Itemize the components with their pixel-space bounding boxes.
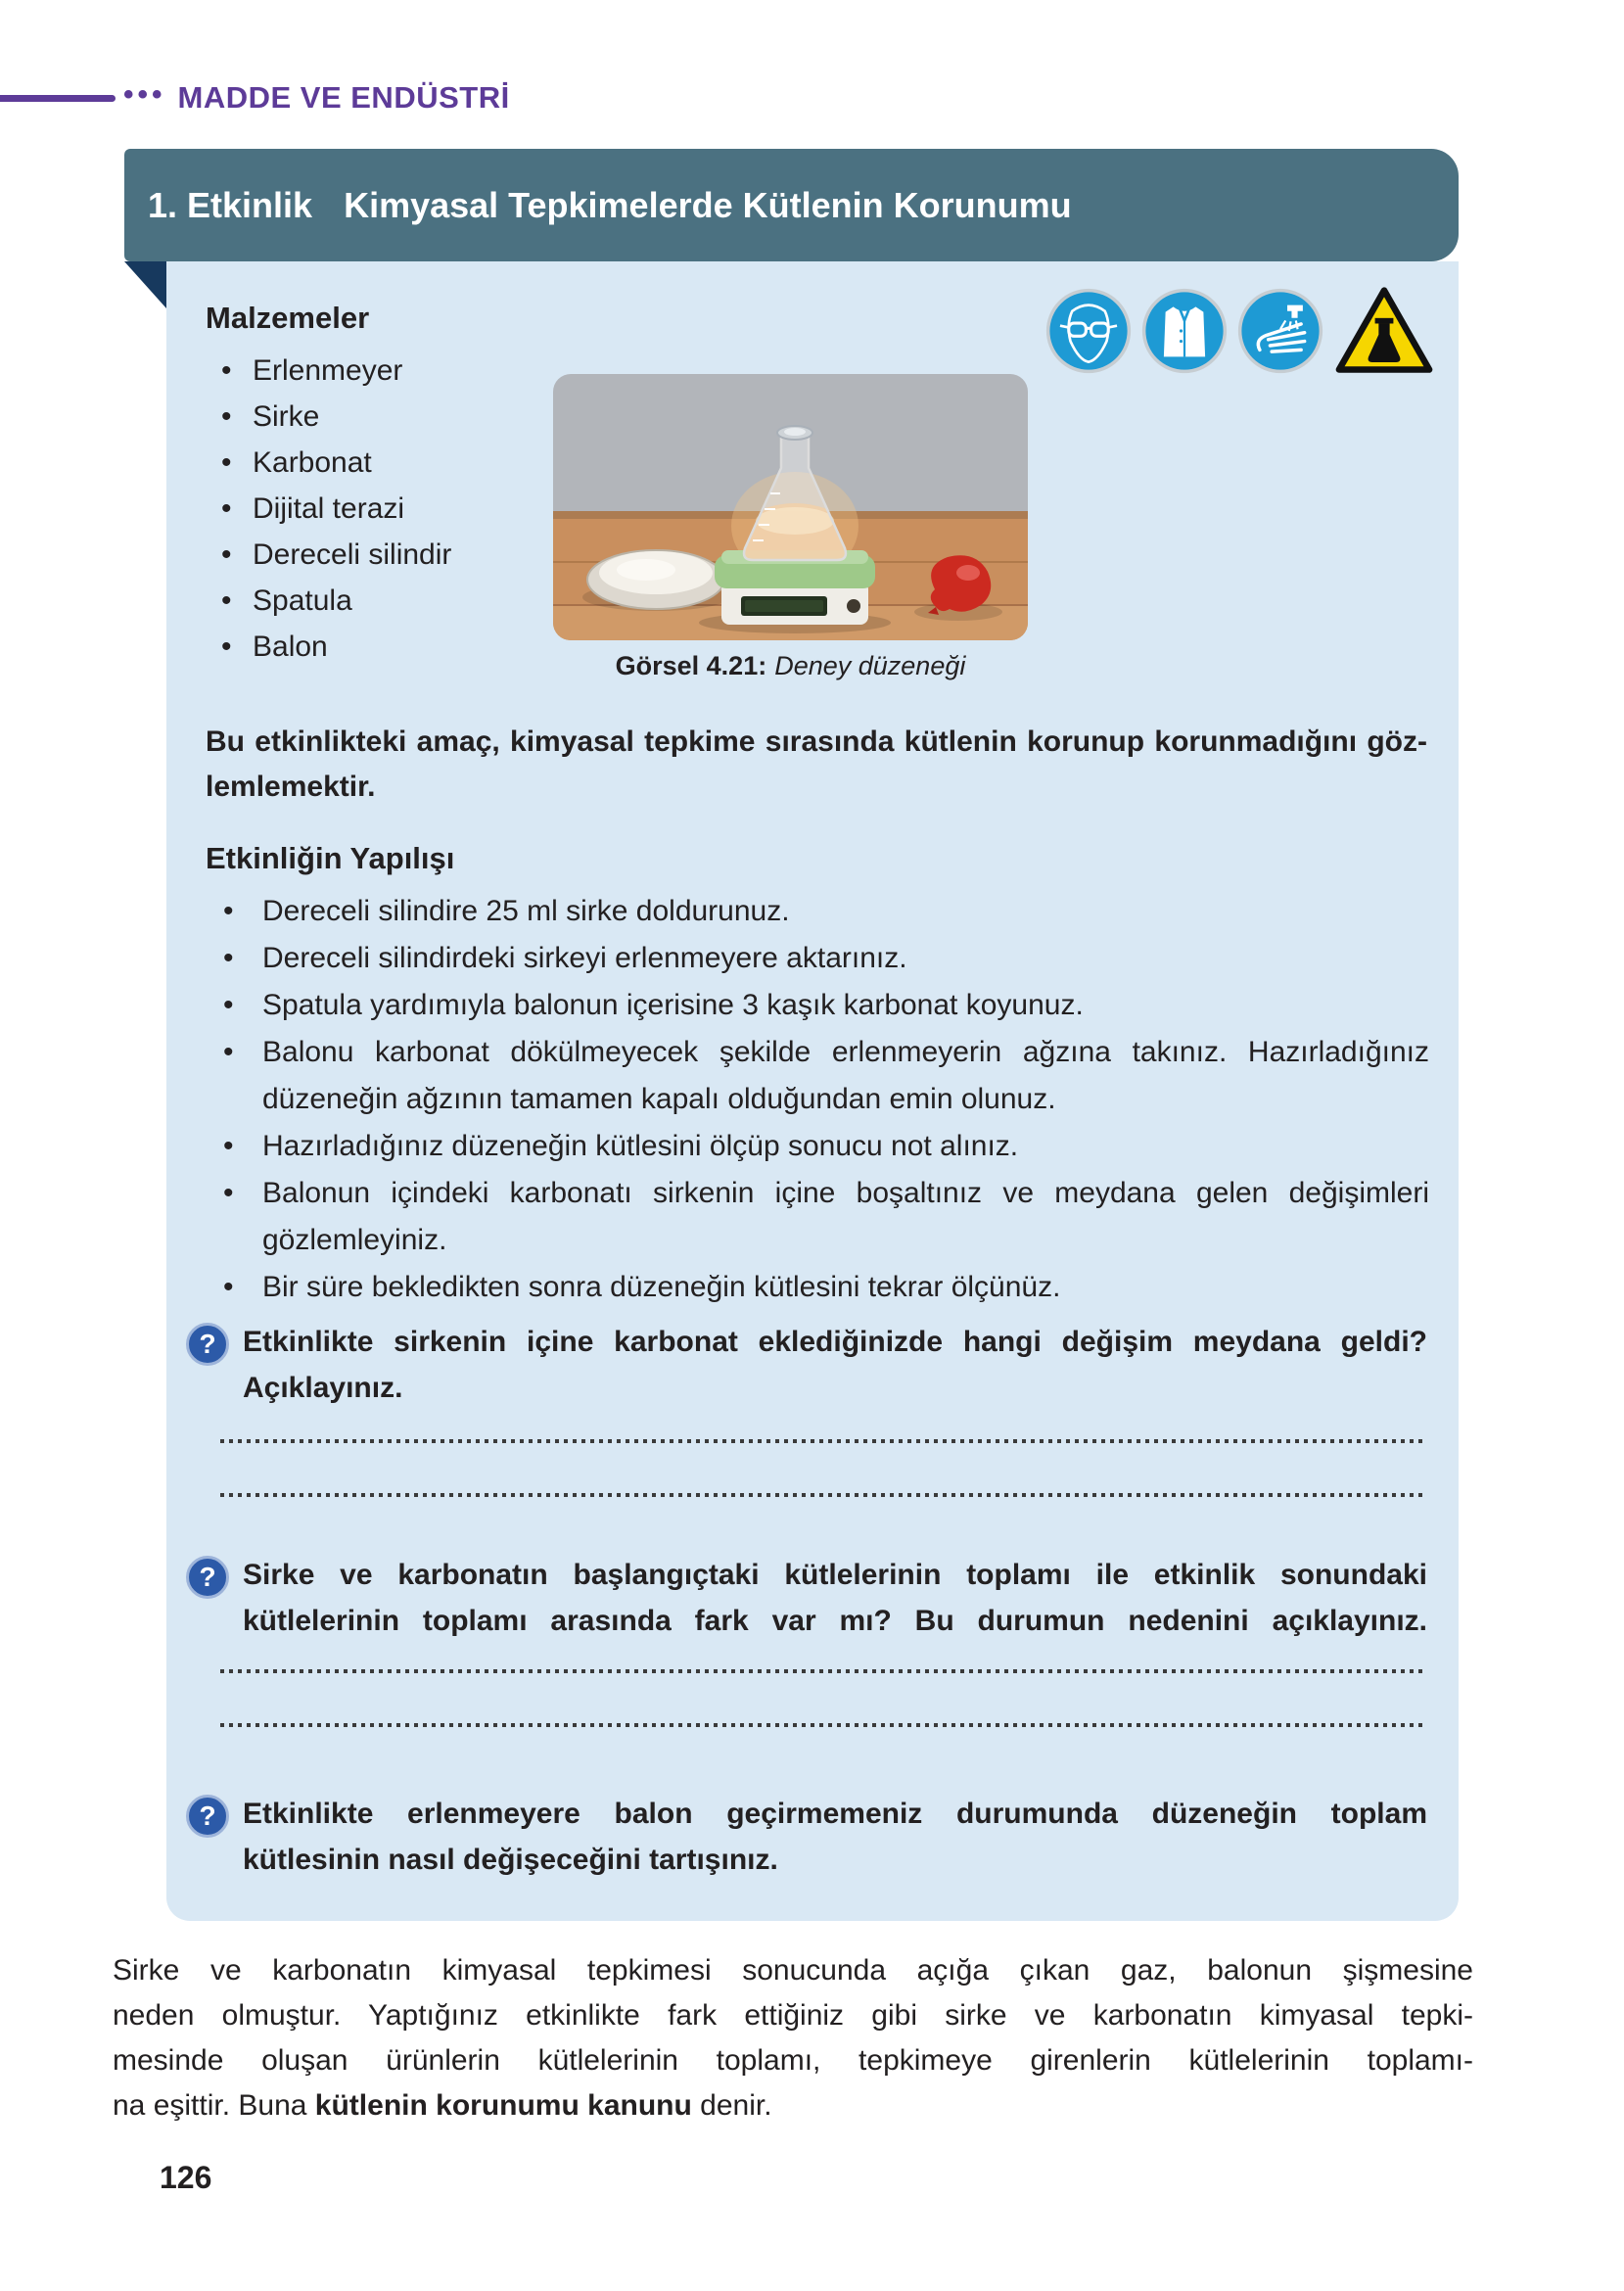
- question-mark-icon: ?: [186, 1323, 229, 1366]
- purpose-line: Bu etkinlikteki amaç, kimyasal tepkime sırasında kütlenin korunup korunmadığını göz-: [206, 725, 1427, 758]
- procedure-steps: [206, 888, 1429, 1311]
- step-line: Balonun içindeki karbonatı sirkenin içine boşaltınız ve meydana gelen değişimleri: [262, 1177, 1429, 1209]
- question-line: Sirke ve karbonatın başlangıçtaki kütlelerinin toplamı ile etkinlik sonundaki: [243, 1559, 1427, 1591]
- procedure-step: [206, 1029, 1429, 1123]
- step-line: Dereceli silindirdeki sirkeyi erlenmeyere aktarınız.: [262, 942, 907, 974]
- answer-dotted-line: [220, 1723, 1427, 1727]
- material-label: Karbonat: [253, 446, 372, 479]
- closing-line: mesinde oluşan ürünlerin kütlelerinin toplamı, tepkimeye girenlerin kütlelerinin toplamı-: [113, 2044, 1473, 2077]
- material-item: [206, 624, 451, 670]
- question-mark-icon: ?: [186, 1795, 229, 1838]
- question-line: Etkinlikte erlenmeyere balon geçirmemeniz durumunda düzeneğin toplam: [243, 1798, 1427, 1830]
- question-line: Açıklayınız.: [243, 1372, 403, 1404]
- chemical-hazard-icon: [1333, 285, 1435, 377]
- bullet-icon: •: [223, 1271, 234, 1303]
- bullet-icon: •: [221, 584, 232, 617]
- step-line: Spatula yardımıyla balonun içerisine 3 kaşık karbonat koyunuz.: [262, 989, 1084, 1021]
- step-line: Balonu karbonat dökülmeyecek şekilde erlenmeyerin ağzına takınız. Hazırladığınız: [262, 1036, 1429, 1068]
- procedure-step: [206, 1123, 1429, 1170]
- purpose-line: lemlemektir.: [206, 771, 376, 803]
- bullet-icon: •: [223, 1130, 234, 1162]
- material-item: [206, 394, 451, 440]
- material-label: Balon: [253, 631, 328, 663]
- purpose-text: [206, 720, 1427, 810]
- question-block-2: [186, 1552, 1427, 1644]
- step-line: Hazırladığınız düzeneğin kütlesini ölçüp sonucu not alınız.: [262, 1130, 1019, 1162]
- material-item: [206, 348, 451, 394]
- procedure-step: [206, 888, 1429, 935]
- figure-caption-label: Görsel 4.21:: [615, 651, 767, 680]
- bullet-icon: •: [221, 400, 232, 433]
- material-item: [206, 532, 451, 578]
- material-label: Spatula: [253, 584, 352, 617]
- question-mark-icon: ?: [186, 1556, 229, 1599]
- bullet-icon: •: [221, 538, 232, 571]
- figure-caption: [504, 651, 1077, 681]
- materials-section: [206, 301, 451, 670]
- step-line: Dereceli silindire 25 ml sirke doldurunuz.: [262, 895, 790, 927]
- lab-coat-icon: [1141, 288, 1228, 374]
- material-label: Dereceli silindir: [253, 538, 452, 571]
- activity-panel: [166, 261, 1459, 1921]
- activity-title: Kimyasal Tepkimelerde Kütlenin Korunumu: [344, 184, 1072, 225]
- procedure-heading: Etkinliğin Yapılışı: [206, 841, 455, 875]
- question-block-1: [186, 1319, 1427, 1411]
- closing-line: Sirke ve karbonatın kimyasal tepkimesi sonucunda açığa çıkan gaz, balonun şişmesine: [113, 1954, 1473, 1987]
- digital-scale: [699, 550, 891, 633]
- closing-text: na eşittir. Buna: [113, 2089, 315, 2122]
- chapter-header: [0, 80, 510, 116]
- procedure-step: [206, 935, 1429, 982]
- bullet-icon: •: [221, 631, 232, 663]
- goggles-icon: [1045, 288, 1132, 374]
- powder-dish: [582, 550, 729, 611]
- bullet-icon: •: [223, 1036, 234, 1068]
- bullet-icon: •: [221, 354, 232, 387]
- material-label: Erlenmeyer: [253, 354, 403, 387]
- answer-dotted-line: [220, 1493, 1427, 1497]
- page-fold-triangle: [124, 261, 166, 308]
- step-line: gözlemleyiniz.: [262, 1224, 447, 1256]
- bullet-icon: •: [223, 942, 234, 974]
- materials-heading: Malzemeler: [206, 301, 370, 335]
- bullet-icon: •: [221, 446, 232, 479]
- procedure-step: [206, 1170, 1429, 1264]
- material-label: Sirke: [253, 400, 320, 433]
- procedure-step: [206, 982, 1429, 1029]
- experiment-photo: [553, 374, 1028, 640]
- bullet-icon: •: [223, 989, 234, 1021]
- chapter-title: MADDE VE ENDÜSTRİ: [177, 80, 510, 115]
- bullet-icon: •: [221, 492, 232, 525]
- activity-title-bar: [124, 149, 1459, 261]
- answer-dotted-line: [220, 1439, 1427, 1443]
- question-line: Etkinlikte sirkenin içine karbonat eklediğinizde hangi değişim meydana geldi?: [243, 1326, 1427, 1358]
- step-line: Bir süre bekledikten sonra düzeneğin kütlesini tekrar ölçünüz.: [262, 1271, 1061, 1303]
- answer-dotted-line: [220, 1669, 1427, 1673]
- material-item: [206, 578, 451, 624]
- law-name-bold: kütlenin korunumu kanunu: [314, 2089, 692, 2122]
- bullet-icon: •: [223, 895, 234, 927]
- closing-paragraph: [113, 1948, 1473, 2128]
- header-rule: [0, 95, 116, 102]
- activity-number: 1. Etkinlik: [148, 184, 313, 225]
- question-line: kütlelerinin toplamı arasında fark var mı? Bu durumun nedenini açıklayınız.: [243, 1605, 1427, 1637]
- safety-icons: [1045, 285, 1435, 377]
- question-line: kütlesinin nasıl değişeceğini tartışınız.: [243, 1844, 778, 1876]
- procedure-step: [206, 1264, 1429, 1311]
- material-item: [206, 486, 451, 532]
- step-line: düzeneğin ağzının tamamen kapalı olduğundan emin olunuz.: [262, 1083, 1056, 1115]
- figure-caption-text: Deney düzeneği: [774, 651, 966, 680]
- closing-line: neden olmuştur. Yaptığınız etkinlikte fark ettiğiniz gibi sirke ve karbonatın kimyasal tepki-: [113, 1999, 1473, 2032]
- bullet-icon: •: [223, 1177, 234, 1209]
- material-item: [206, 440, 451, 486]
- question-block-3: [186, 1791, 1427, 1883]
- hand-washing-icon: [1237, 288, 1323, 374]
- header-dots: •••: [123, 78, 166, 111]
- material-label: Dijital terazi: [253, 492, 405, 525]
- closing-line: [113, 2083, 1473, 2128]
- closing-text: denir.: [691, 2089, 772, 2122]
- page-number: 126: [160, 2160, 212, 2195]
